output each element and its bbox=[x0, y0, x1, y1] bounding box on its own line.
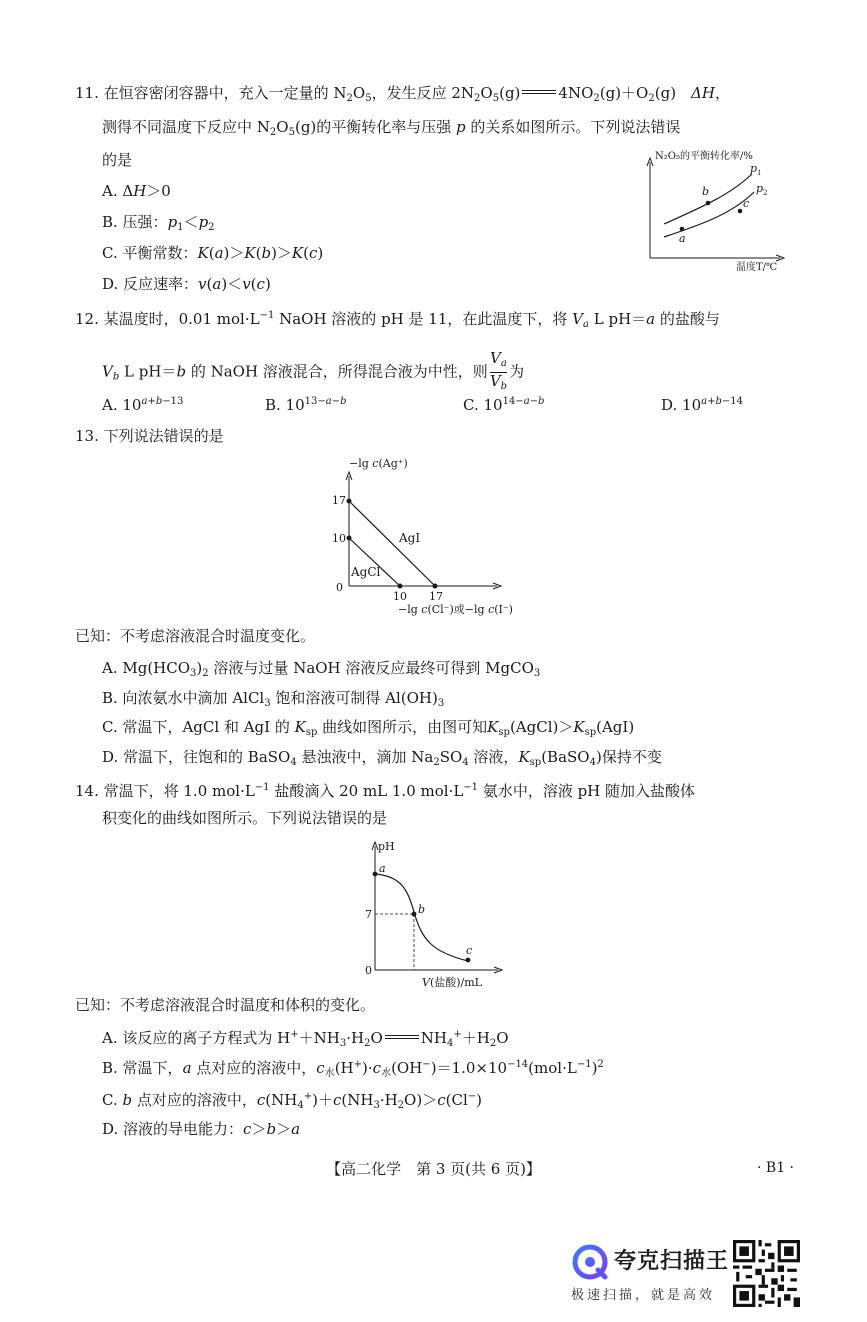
q13-point-agcl-x bbox=[398, 584, 403, 589]
q14-option-d: D. 溶液的导电能力：c＞b＞a bbox=[102, 1120, 301, 1138]
q11-curve-p1 bbox=[664, 174, 752, 224]
q12-option-c: C. $10^{14-a-b}$ bbox=[463, 396, 545, 414]
q13-tick-10x: 10 bbox=[393, 590, 407, 603]
q13-tick-17x: 17 bbox=[429, 590, 443, 603]
q11-option-d: D. 反应速率：v(a)＜v(c) bbox=[102, 275, 271, 293]
q13-y-label: −lg c(Ag⁺) bbox=[349, 457, 408, 470]
q13-label-agcl: AgCl bbox=[351, 565, 381, 579]
q13-known: 已知：不考虑溶液混合时温度变化。 bbox=[75, 627, 316, 645]
page-footer: 【高二化学 第 3 页(共 6 页)】 bbox=[326, 1160, 541, 1178]
brand-slogan: 极速扫描，就是高效 bbox=[571, 1288, 716, 1303]
q14-point-b bbox=[412, 912, 417, 917]
q11-option-c: C. 平衡常数：K(a)＞K(b)＞K(c) bbox=[102, 244, 324, 262]
quark-logo-icon bbox=[572, 1244, 608, 1280]
q12-line2: $V_b$ L pH＝b 的 NaOH 溶液混合，所得混合液为中性，则 $\frac{V_a}{V_b}$ 为 bbox=[102, 350, 524, 395]
q13-tick-17y: 17 bbox=[332, 494, 346, 507]
q13-option-a: A. $Mg(HCO_3)_2$ 溶液与过量 NaOH 溶液反应最终可得到 MgCO$_3$ bbox=[102, 659, 541, 679]
q11-x-label: 温度T/℃ bbox=[736, 262, 778, 273]
q11-label-b: b bbox=[702, 185, 710, 198]
q11-point-c bbox=[738, 209, 743, 214]
q12-fraction: $\frac{V_a}{V_b}$ bbox=[489, 349, 508, 392]
q11-label-p1: p bbox=[750, 162, 758, 175]
q11-label-c: c bbox=[743, 197, 750, 210]
q14-label-c: c bbox=[466, 944, 473, 957]
q13-point-agi-x bbox=[433, 584, 438, 589]
q14-tick-0: 0 bbox=[365, 964, 372, 977]
q11-option-a: A. ΔH＞0 bbox=[102, 182, 171, 200]
q11-option-b: B. 压强：$p_1<p_2$ bbox=[102, 213, 215, 233]
q13-line1: 13. 下列说法错误的是 bbox=[75, 427, 224, 445]
q11-chart bbox=[640, 140, 800, 275]
q14-line2: 积变化的曲线如图所示。下列说法错误的是 bbox=[102, 809, 388, 827]
q14-line1: 14. 常温下，将 1.0 $mol\cdot L^{-1}$ 盐酸滴入 20 mL 1.0 $mol\cdot L^{-1}$ 氨水中，溶液 pH 随加入盐酸体 bbox=[75, 782, 696, 800]
q13-tick-0: 0 bbox=[336, 581, 343, 594]
q11-chart-title: N₂O₅的平衡转化率/% bbox=[655, 151, 753, 162]
q11-curve-p2 bbox=[664, 192, 754, 237]
q12-option-b: B. $10^{13-a-b}$ bbox=[265, 396, 347, 414]
q13-option-b: B. 向浓氨水中滴加 AlCl$_3$ 饱和溶液可制得 $Al(OH)_3$ bbox=[102, 689, 445, 709]
q13-x-label: −lg c(Cl⁻)或−lg c(I⁻) bbox=[398, 603, 513, 616]
q13-tick-10y: 10 bbox=[332, 532, 346, 545]
q14-point-c bbox=[466, 958, 471, 963]
q11-line2: 测得不同温度下反应中 $N_2O_5(g)$的平衡转化率与压强 p 的关系如图所示。下列说法错误 bbox=[102, 118, 681, 138]
q14-option-c: C. b 点对应的溶液中，$c(NH_4^+)+c(NH_3\cdot H_2O)>c(Cl^-)$ bbox=[102, 1091, 482, 1111]
q11-point-b bbox=[706, 201, 711, 206]
q14-option-b: B. 常温下，a 点对应的溶液中，$c_水(H^+)\cdot c_水(OH^-)=1.0\times 10^{-14}(mol\cdot L^{-1})^2$ bbox=[102, 1059, 604, 1079]
q14-option-a: A. 该反应的离子方程式为 $H^++NH_3\cdot H_2O$ $NH_4^++H_2O$ bbox=[102, 1029, 509, 1049]
q14-y-label: pH bbox=[378, 840, 395, 853]
qr-code-icon bbox=[733, 1240, 800, 1307]
q11-label-p1-sub: 1 bbox=[757, 169, 762, 177]
q12-line1: 12. 某温度时，0.01 $mol\cdot L^{-1}$ NaOH 溶液的 pH 是 11，在此温度下，将 $V_a$ L pH＝a 的盐酸与 bbox=[75, 310, 720, 330]
q11-label-a: a bbox=[679, 232, 686, 245]
q11-label-p2-sub: 2 bbox=[763, 189, 768, 197]
q14-point-a bbox=[373, 872, 378, 877]
brand-name: 夸克扫描王 bbox=[614, 1249, 730, 1274]
q12-option-d: D. $10^{a+b-14}$ bbox=[661, 396, 743, 414]
q11-label-p2: p bbox=[756, 182, 764, 195]
q11-point-a bbox=[680, 227, 685, 232]
q13-option-d: D. 常温下，往饱和的 BaSO$_4$ 悬浊液中，滴加 $Na_2SO_4$ 溶液，$K_{sp}(BaSO_4)$保持不变 bbox=[102, 748, 662, 768]
q11-line3: 的是 bbox=[102, 151, 133, 169]
q14-known: 已知：不考虑溶液混合时温度和体积的变化。 bbox=[75, 996, 376, 1014]
paper-code: · B1 · bbox=[757, 1160, 794, 1176]
q13-point-agcl-y bbox=[347, 536, 352, 541]
q13-chart bbox=[325, 452, 515, 620]
q14-titration-curve bbox=[375, 874, 468, 961]
q14-label-b: b bbox=[418, 903, 426, 916]
q14-chart bbox=[350, 836, 510, 992]
q14-x-label: V(盐酸)/mL bbox=[422, 976, 482, 989]
q12-option-a: A. $10^{a+b-13}$ bbox=[102, 396, 184, 414]
q13-label-agi: AgI bbox=[399, 531, 421, 545]
q13-option-c: C. 常温下，AgCl 和 AgI 的 $K_{sp}$ 曲线如图所示，由图可知$K_{sp}(AgCl)>K_{sp}(AgI)$ bbox=[102, 718, 635, 738]
q14-label-a: a bbox=[379, 862, 386, 875]
q14-tick-7: 7 bbox=[365, 908, 372, 921]
q13-point-agi-y bbox=[347, 499, 352, 504]
q11-line1: 11. 在恒容密闭容器中，充入一定量的 $N_2O_5$，发生反应 $2N_2O_5(g)$ $4NO_2(g)+O_2(g)$ ΔH， bbox=[75, 84, 730, 104]
